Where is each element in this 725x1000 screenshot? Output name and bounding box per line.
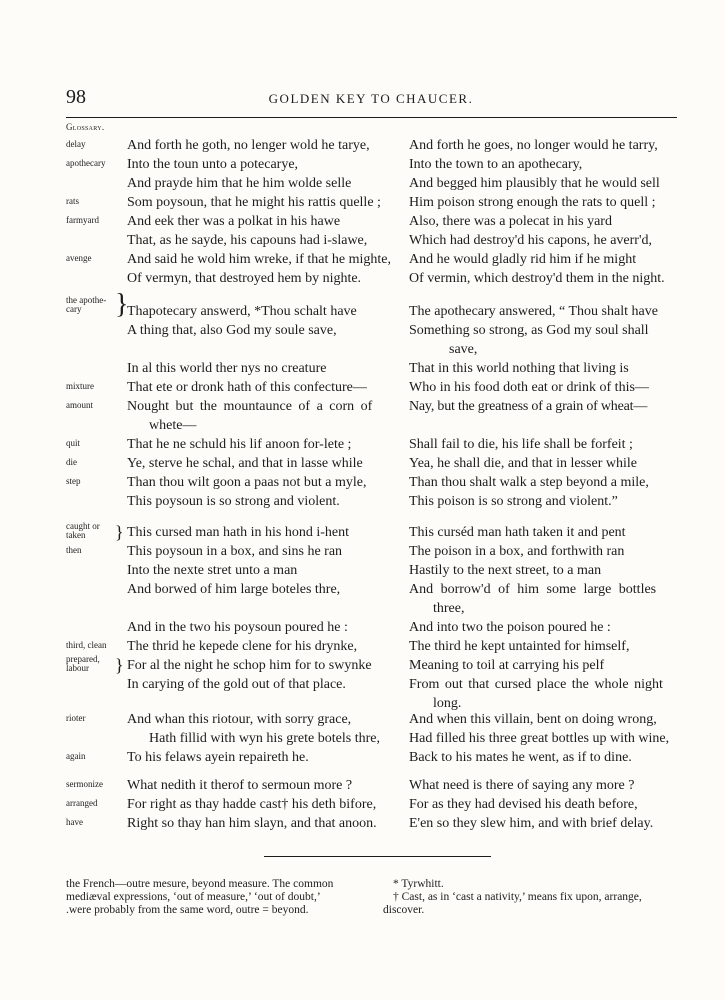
verse-row xyxy=(0,454,725,473)
original-line: A thing that, also God my soule save, xyxy=(127,323,337,338)
stanza-1 xyxy=(0,136,725,288)
running-title: GOLDEN KEY TO CHAUCER. xyxy=(268,91,474,106)
verse-row xyxy=(0,289,725,321)
original-line: And in the two his poysoun poured he : xyxy=(127,620,348,635)
verse-row xyxy=(0,675,725,694)
gloss: avenge xyxy=(66,253,92,263)
gloss: mixture xyxy=(66,381,94,391)
verse-row xyxy=(0,359,725,378)
page-number: 98 xyxy=(66,86,86,108)
original-line: For al the night he schop him for to swynke xyxy=(127,658,372,673)
modern-line: And borrow'd of him some large bottles xyxy=(409,582,657,597)
verse-row xyxy=(0,729,725,748)
modern-line: The third he kept untainted for himself, xyxy=(409,639,630,654)
original-line: Into the nexte stret unto a man xyxy=(127,563,298,578)
footnote-rule xyxy=(264,856,491,857)
gloss xyxy=(66,522,112,540)
original-line: This poysoun is so strong and violent. xyxy=(127,494,340,509)
original-line: This poysoun in a box, and sins he ran xyxy=(127,544,343,559)
original-line: whete— xyxy=(149,418,197,433)
modern-line: And he would gladly rid him if he might xyxy=(409,252,637,267)
verse-row xyxy=(0,580,725,599)
original-line: That he ne schuld his lif anoon for-lete ; xyxy=(127,437,352,452)
stanza-5 xyxy=(0,776,725,833)
gloss: delay xyxy=(66,139,86,149)
footnote-line: mediæval expressions, ‘out of measure,’ ‘out of doubt,’ xyxy=(66,891,321,903)
modern-line: Which had destroy'd his capons, he averr'd, xyxy=(409,233,652,248)
modern-line: This poison is so strong and violent.” xyxy=(409,494,618,509)
original-line: That, as he sayde, his capouns had i-slawe, xyxy=(127,233,368,248)
modern-line: save, xyxy=(449,342,478,357)
modern-line: Shall fail to die, his life shall be forfeit ; xyxy=(409,437,633,452)
gloss-text: the apothe- cary xyxy=(66,295,107,314)
original-line: In carying of the gold out of that place. xyxy=(127,677,346,692)
gloss: apothecary xyxy=(66,158,106,168)
original-line: Som poysoun, that he might his rattis quelle ; xyxy=(127,195,381,210)
modern-line: Back to his mates he went, as if to dine. xyxy=(409,750,632,765)
modern-line: The poison in a box, and forthwith ran xyxy=(409,544,625,559)
modern-line: Yea, he shall die, and that in lesser while xyxy=(409,456,637,471)
modern-line: Of vermin, which destroy'd them in the night. xyxy=(409,271,665,286)
stanza-2 xyxy=(0,289,725,511)
footnote-line: .were probably from the same word, outre = beyond. xyxy=(66,904,309,916)
original-line: The thrid he kepede clene for his drynke, xyxy=(127,639,358,654)
verse-row xyxy=(0,269,725,288)
footnote-line: discover. xyxy=(383,904,425,916)
modern-line: And when this villain, bent on doing wrong, xyxy=(409,712,657,727)
verse-row xyxy=(0,492,725,511)
verse-row xyxy=(0,136,725,155)
modern-line: That in this world nothing that living is xyxy=(409,361,629,376)
verse-row xyxy=(0,523,725,542)
verse-row xyxy=(0,795,725,814)
stanza-3 xyxy=(0,523,725,713)
modern-line: Than thou shalt walk a step beyond a mile, xyxy=(409,475,649,490)
verse-row xyxy=(0,212,725,231)
original-line: Ye, sterve he schal, and that in lasse while xyxy=(127,456,363,471)
glossary-heading: Glossary. xyxy=(66,122,105,132)
brace-mark: } xyxy=(115,522,124,542)
original-line: What nedith it therof to sermoun more ? xyxy=(127,778,353,793)
modern-line: Something so strong, as God my soul shall xyxy=(409,323,649,338)
original-line: And forth he goth, no lenger wold he tarye, xyxy=(127,138,370,153)
modern-line: Hastily to the next street, to a man xyxy=(409,563,602,578)
verse-row xyxy=(0,340,725,359)
gloss: rats xyxy=(66,196,79,206)
original-line: And whan this riotour, with sorry grace, xyxy=(127,712,352,727)
original-line: And prayde him that he him wolde selle xyxy=(127,176,352,191)
modern-line: three, xyxy=(433,601,465,616)
gloss: again xyxy=(66,751,86,761)
gloss-text: caught or taken xyxy=(66,521,100,540)
gloss: farmyard xyxy=(66,215,99,225)
verse-row xyxy=(0,250,725,269)
modern-line: What need is there of saying any more ? xyxy=(409,778,635,793)
modern-line: Into the town to an apothecary, xyxy=(409,157,583,172)
modern-line: Had filled his three great bottles up with wine, xyxy=(409,731,670,746)
verse-row xyxy=(0,435,725,454)
gloss: have xyxy=(66,817,83,827)
verse-row xyxy=(0,599,725,618)
verse-row xyxy=(0,618,725,637)
gloss xyxy=(66,655,114,673)
footnote-line: the French—outre mesure, beyond measure. The common xyxy=(66,878,334,890)
gloss: step xyxy=(66,476,81,486)
verse-row xyxy=(0,231,725,250)
original-line: For right as thay hadde cast† his deth bifore, xyxy=(127,797,377,812)
brace-mark: } xyxy=(115,289,129,320)
footnote-line: † Cast, as in ‘cast a nativity,’ means fix upon, arrange, xyxy=(393,891,642,903)
original-line: Than thou wilt goon a paas not but a myle, xyxy=(127,475,367,490)
verse-row xyxy=(0,776,725,795)
gloss: rioter xyxy=(66,713,86,723)
original-line: That ete or dronk hath of this confecture— xyxy=(127,380,367,395)
verse-row xyxy=(0,637,725,656)
modern-line: Him poison strong enough the rats to quell ; xyxy=(409,195,656,210)
modern-line: The apothecary answered, “ Thou shalt have xyxy=(409,304,658,319)
gloss: then xyxy=(66,545,82,555)
verse-row xyxy=(0,321,725,340)
original-line: Into the toun unto a potecarye, xyxy=(127,157,299,172)
footnotes-right xyxy=(383,878,642,917)
footnote-line: * Tyrwhitt. xyxy=(393,878,444,890)
modern-line: Also, there was a polecat in his yard xyxy=(409,214,612,229)
footnote-continuation xyxy=(66,878,333,917)
original-line: In al this world ther nys no creature xyxy=(127,361,327,376)
verse-row xyxy=(0,748,725,767)
original-line: Hath fillid with wyn his grete botels thre, xyxy=(149,731,380,746)
gloss: die xyxy=(66,457,77,467)
verse-row xyxy=(0,397,725,416)
verse-row xyxy=(0,378,725,397)
header-rule xyxy=(66,117,677,118)
modern-line: For as they had devised his death before, xyxy=(409,797,638,812)
verse-row xyxy=(0,155,725,174)
verse-row xyxy=(0,416,725,435)
modern-line: This curséd man hath taken it and pent xyxy=(409,525,626,540)
verse-row xyxy=(0,542,725,561)
verse-row xyxy=(0,561,725,580)
modern-line: long. xyxy=(433,696,462,711)
gloss: sermonize xyxy=(66,779,103,789)
original-line: Thapotecary answerd, *Thou schalt have xyxy=(127,304,357,319)
gloss xyxy=(66,296,110,314)
modern-line: Who in his food doth eat or drink of this— xyxy=(409,380,649,395)
original-line: This cursed man hath in his hond i-hent xyxy=(127,525,350,540)
gloss: third, clean xyxy=(66,640,107,650)
gloss: quit xyxy=(66,438,81,448)
modern-line: From out that cursed place the whole night xyxy=(409,677,663,692)
verse-row xyxy=(0,814,725,833)
verse-row xyxy=(0,473,725,492)
original-line: To his felaws ayein repaireth he. xyxy=(127,750,309,765)
modern-line: And begged him plausibly that he would sell xyxy=(409,176,660,191)
verse-row xyxy=(0,710,725,729)
modern-line: Nay, but the greatness of a grain of wheat— xyxy=(409,399,648,414)
verse-row xyxy=(0,193,725,212)
original-line: And eek ther was a polkat in his hawe xyxy=(127,214,341,229)
gloss: amount xyxy=(66,400,93,410)
modern-line: And forth he goes, no longer would he tarry, xyxy=(409,138,658,153)
modern-line: And into two the poison poured he : xyxy=(409,620,611,635)
gloss: arranged xyxy=(66,798,98,808)
brace-mark: } xyxy=(115,655,124,675)
original-line: Of vermyn, that destroyed hem by nighte. xyxy=(127,271,362,286)
verse-row xyxy=(0,656,725,675)
gloss-text: prepared, labour xyxy=(66,654,100,673)
original-line: And borwed of him large boteles thre, xyxy=(127,582,341,597)
page-header xyxy=(66,86,676,110)
original-line: Nought but the mountaunce of a corn of xyxy=(127,399,373,414)
modern-line: Meaning to toil at carrying his pelf xyxy=(409,658,605,673)
verse-row xyxy=(0,174,725,193)
modern-line: E'en so they slew him, and with brief delay. xyxy=(409,816,654,831)
original-line: Right so thay han him slayn, and that anoon. xyxy=(127,816,377,831)
stanza-4 xyxy=(0,710,725,767)
original-line: And said he wold him wreke, if that he mighte, xyxy=(127,252,391,267)
